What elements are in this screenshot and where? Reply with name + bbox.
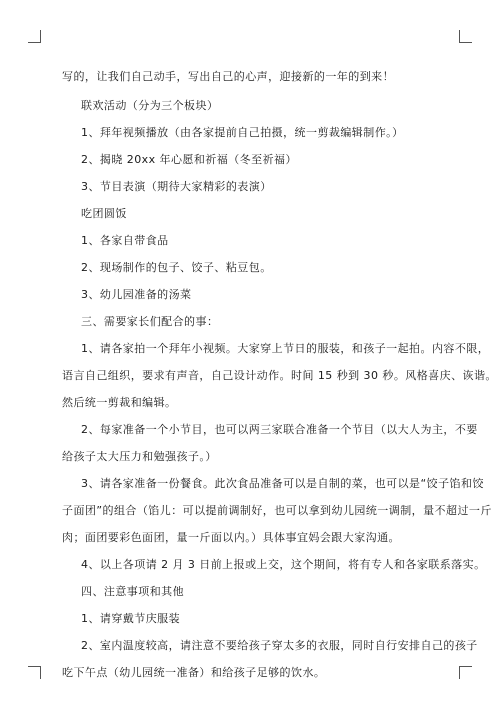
crop-mark-bottom-right [459, 666, 472, 679]
list-item: 1、请穿戴节庆服装 [81, 612, 181, 625]
list-item: 2、现场制作的包子、饺子、粘豆包。 [81, 261, 272, 274]
crop-mark-top-right [459, 30, 472, 43]
list-item: 2、揭晓 20xx 年心愿和祈福（冬至祈福） [81, 153, 297, 166]
heading-activities: 联欢活动（分为三个板块） [81, 99, 219, 112]
paragraph-line: 子面团”的组合（馅儿：可以提前调制好，也可以拿到幼儿园统一调制，量不超过一斤 [62, 504, 492, 517]
list-item: 1、拜年视频播放（由各家提前自己拍摄，统一剪裁编辑制作。） [81, 126, 404, 139]
paragraph-line: 1、请各家拍一个拜年小视频。大家穿上节日的服装，和孩子一起拍。内容不限， [81, 342, 490, 355]
paragraph-line: 吃下午点（幼儿园统一准备）和给孩子足够的饮水。 [62, 666, 326, 679]
heading-section-four: 四、注意事项和其他 [81, 585, 185, 598]
list-item: 3、节目表演（期待大家精彩的表演） [81, 180, 272, 193]
paragraph-line: 3、请各家准备一份餐食。此次食品准备可以是自制的菜，也可以是“饺子馅和饺 [81, 477, 484, 490]
paragraph-line: 4、以上各项请 2 月 3 日前上报或上交，这个期间，将有专人和各家联系落实。 [81, 558, 486, 571]
paragraph-line: 2、每家准备一个小节目，也可以两三家联合准备一个节目（以大人为主，不要 [81, 423, 478, 436]
list-item: 3、幼儿园准备的汤菜 [81, 288, 192, 301]
list-item: 1、各家自带食品 [81, 234, 169, 247]
paragraph-line: 2、室内温度较高，请注意不要给孩子穿太多的衣服，同时自行安排自己的孩子 [81, 639, 478, 652]
paragraph-line: 肉；面团要彩色面团，量一斤面以内。）具体事宜妈会跟大家沟通。 [62, 531, 400, 544]
paragraph-line: 然后统一剪裁和编辑。 [62, 396, 177, 409]
text-line: 写的，让我们自己动手，写出自己的心声，迎接新的一年的到来！ [62, 70, 395, 83]
crop-mark-top-left [28, 30, 41, 43]
heading-section-three: 三、需要家长们配合的事： [81, 315, 219, 328]
paragraph-line: 语言自己组织，要求有声音，自己设计动作。时间 15 秒到 30 秒。风格喜庆、诙谐。 [62, 369, 497, 382]
crop-mark-bottom-left [28, 666, 41, 679]
paragraph-line: 给孩子太大压力和勉强孩子。） [62, 450, 217, 463]
heading-dinner: 吃团圆饭 [81, 207, 127, 220]
